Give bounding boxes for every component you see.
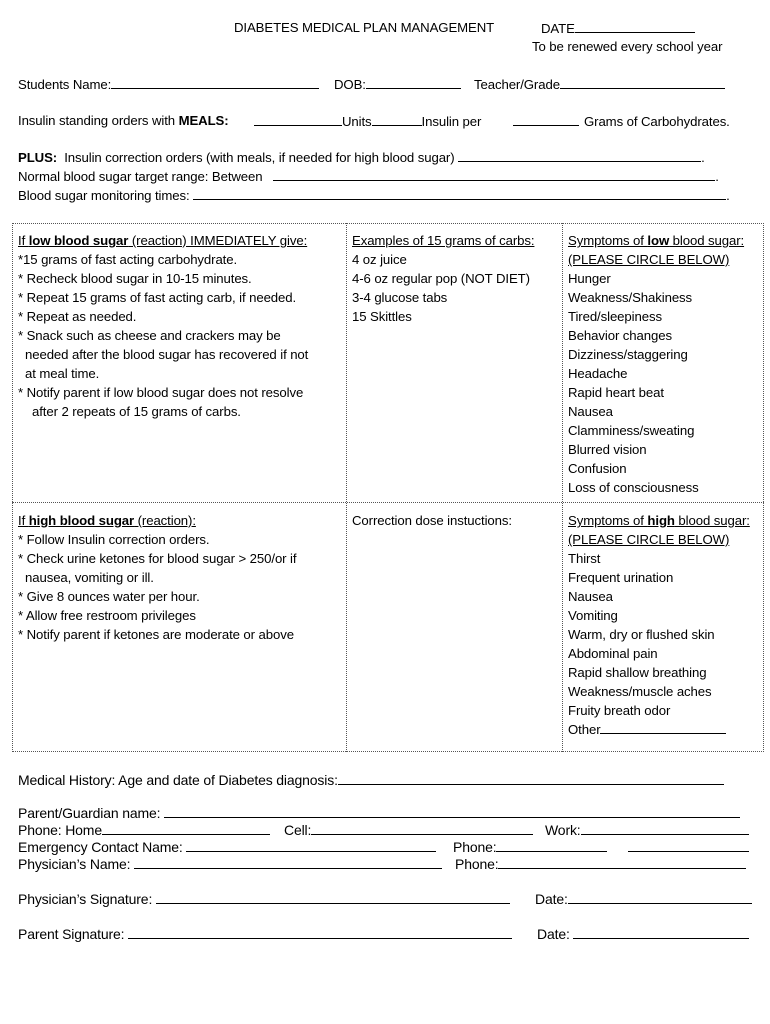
physician-date-field[interactable] — [535, 891, 752, 907]
phone-home-field[interactable] — [18, 822, 270, 838]
parent-date-field[interactable] — [537, 926, 749, 942]
units-label: Units — [342, 114, 372, 129]
low-symptom[interactable]: Rapid heart beat — [568, 385, 664, 400]
low-step: *15 grams of fast acting carbohydrate. — [18, 252, 238, 267]
guardian-name-input-line[interactable] — [164, 805, 740, 818]
renewal-note: To be renewed every school year — [532, 39, 723, 54]
high-symptom[interactable]: Frequent urination — [568, 570, 674, 585]
high-treatment-cell — [18, 511, 296, 644]
physician-signature-input-line[interactable] — [156, 891, 510, 904]
high-symptoms-heading: Symptoms of high blood sugar: — [568, 513, 750, 528]
high-step: * Give 8 ounces water per hour. — [18, 589, 200, 604]
high-step: nausea, vomiting or ill. — [25, 570, 154, 585]
work-input-line[interactable] — [581, 822, 749, 835]
target-range-row[interactable]: Normal blood sugar target range: Between . — [18, 169, 719, 184]
low-step: after 2 repeats of 15 grams of carbs. — [32, 404, 241, 419]
date-input-line[interactable] — [575, 20, 695, 33]
insulin-per-label: Insulin per — [421, 114, 482, 129]
low-treatment-cell — [18, 231, 308, 421]
low-symptom[interactable]: Loss of consciousness — [568, 480, 699, 495]
high-symptom-other[interactable]: Other — [568, 720, 750, 739]
grams-label: Grams of Carbohydrates. — [584, 114, 730, 129]
carb-example: 3-4 glucose tabs — [352, 290, 448, 305]
high-symptom[interactable]: Weakness/muscle aches — [568, 684, 712, 699]
low-symptom[interactable]: Headache — [568, 366, 628, 381]
other-symptom-input-line[interactable] — [600, 721, 726, 734]
monitoring-times-row[interactable]: Blood sugar monitoring times: . — [18, 188, 730, 203]
carb-example: 4-6 oz regular pop (NOT DIET) — [352, 271, 530, 286]
low-symptom[interactable]: Nausea — [568, 404, 613, 419]
physician-name-field[interactable] — [18, 856, 442, 872]
medical-history-input-line[interactable] — [338, 772, 724, 785]
high-symptom[interactable]: Rapid shallow breathing — [568, 665, 707, 680]
high-symptom[interactable]: Fruity breath odor — [568, 703, 671, 718]
correction-orders-label: Insulin correction orders (with meals, if needed for high blood sugar) — [64, 150, 455, 165]
table-divider-1 — [346, 223, 347, 752]
parent-date-input-line[interactable] — [573, 926, 749, 939]
parent-signature-label: Parent Signature: — [18, 926, 125, 942]
high-symptom[interactable]: Thirst — [568, 551, 601, 566]
form-title: DIABETES MEDICAL PLAN MANAGEMENT — [234, 20, 495, 35]
correction-orders-row[interactable]: PLUS: Insulin correction orders (with meals, if needed for high blood sugar) . — [18, 150, 705, 165]
dob-label: DOB: — [334, 77, 366, 92]
correction-dose-label: Correction dose instuctions: — [352, 513, 512, 528]
dob-field[interactable] — [334, 76, 461, 92]
units-field[interactable] — [254, 113, 481, 129]
meals-bold: MEALS: — [178, 113, 229, 128]
low-symptom[interactable]: Tired/sleepiness — [568, 309, 662, 324]
high-symptom[interactable]: Nausea — [568, 589, 613, 604]
grams-input-line[interactable] — [513, 113, 579, 126]
carb-examples-heading: Examples of 15 grams of carbs: — [352, 233, 535, 248]
low-symptom[interactable]: Dizziness/staggering — [568, 347, 688, 362]
low-symptom[interactable]: Blurred vision — [568, 442, 647, 457]
low-symptom[interactable]: Clamminess/sweating — [568, 423, 695, 438]
target-range-label: Normal blood sugar target range: Between — [18, 169, 263, 184]
grams-field[interactable] — [513, 113, 730, 129]
emergency-contact-field[interactable] — [18, 839, 436, 855]
work-label: Work: — [545, 822, 581, 838]
physician-name-input-line[interactable] — [134, 856, 442, 869]
emergency-phone-input-line[interactable] — [496, 839, 607, 852]
high-symptom[interactable]: Vomiting — [568, 608, 618, 623]
carb-example: 4 oz juice — [352, 252, 407, 267]
students-name-input-line[interactable] — [111, 76, 319, 89]
emergency-contact-input-line[interactable] — [186, 839, 436, 852]
date-label: DATE — [541, 21, 575, 36]
physician-phone-input-line[interactable] — [498, 856, 746, 869]
guardian-name-field[interactable] — [18, 805, 740, 821]
low-symptom[interactable]: Hunger — [568, 271, 611, 286]
dob-input-line[interactable] — [366, 76, 461, 89]
cell-phone-field[interactable] — [284, 822, 533, 838]
low-symptom[interactable]: Confusion — [568, 461, 627, 476]
carb-example: 15 Skittles — [352, 309, 412, 324]
high-step: * Check urine ketones for blood sugar > 250/or if — [18, 551, 297, 566]
insulin-per-input-line[interactable] — [372, 113, 422, 126]
emergency-phone-label: Phone: — [453, 839, 497, 855]
emergency-phone-field[interactable] — [453, 839, 607, 855]
low-step: * Repeat as needed. — [18, 309, 137, 324]
low-circle-note: (PLEASE CIRCLE BELOW) — [568, 252, 730, 267]
parent-signature-field[interactable] — [18, 926, 512, 942]
cell-input-line[interactable] — [311, 822, 533, 835]
guardian-name-label: Parent/Guardian name: — [18, 805, 161, 821]
target-range-input-line[interactable] — [273, 168, 715, 181]
cell-label: Cell: — [284, 822, 312, 838]
high-symptom[interactable]: Warm, dry or flushed skin — [568, 627, 715, 642]
date-field[interactable] — [541, 20, 695, 36]
parent-signature-input-line[interactable] — [128, 926, 512, 939]
low-step: * Snack such as cheese and crackers may be — [18, 328, 281, 343]
physician-phone-field[interactable] — [455, 856, 746, 872]
low-symptoms-cell — [568, 231, 744, 497]
teacher-grade-input-line[interactable] — [560, 76, 725, 89]
low-symptom[interactable]: Behavior changes — [568, 328, 672, 343]
high-step: * Allow free restroom privileges — [18, 608, 196, 623]
plus-bold: PLUS: — [18, 150, 58, 165]
phone-home-label: Phone: Home — [18, 822, 102, 838]
physician-signature-field[interactable] — [18, 891, 510, 907]
low-step: needed after the blood sugar has recovered if not — [25, 347, 309, 362]
low-step: at meal time. — [25, 366, 100, 381]
table-divider-2 — [562, 223, 563, 752]
physician-date-input-line[interactable] — [568, 891, 752, 904]
students-name-label: Students Name: — [18, 77, 112, 92]
medical-history-label: Medical History: Age and date of Diabetes diagnosis: — [18, 772, 338, 788]
insulin-meals-row — [18, 113, 229, 128]
low-treatment-heading: If low blood sugar (reaction) IMMEDIATELY give: — [18, 233, 308, 248]
correction-dose-cell[interactable] — [352, 511, 512, 530]
monitoring-times-input-line[interactable] — [193, 187, 726, 200]
insulin-meals-prefix: Insulin standing orders with — [18, 113, 179, 128]
physician-name-label: Physician’s Name: — [18, 856, 131, 872]
units-input-line[interactable] — [254, 113, 342, 126]
work-phone-field[interactable] — [545, 822, 749, 838]
correction-orders-input-line[interactable] — [458, 149, 701, 162]
emergency-phone-extra-input-line[interactable] — [628, 839, 749, 852]
physician-signature-label: Physician’s Signature: — [18, 891, 153, 907]
physician-phone-label: Phone: — [455, 856, 499, 872]
emergency-contact-label: Emergency Contact Name: — [18, 839, 183, 855]
teacher-grade-label: Teacher/Grade — [474, 77, 560, 92]
teacher-grade-field[interactable] — [474, 76, 725, 92]
high-symptoms-cell — [568, 511, 750, 739]
parent-date-label: Date: — [537, 926, 570, 942]
low-step: * Recheck blood sugar in 10-15 minutes. — [18, 271, 252, 286]
carb-examples-cell — [352, 231, 534, 326]
high-treatment-heading: If high blood sugar (reaction): — [18, 513, 196, 528]
medical-history-field[interactable] — [18, 772, 724, 788]
monitoring-times-label: Blood sugar monitoring times: — [18, 188, 190, 203]
high-step: * Follow Insulin correction orders. — [18, 532, 210, 547]
high-circle-note: (PLEASE CIRCLE BELOW) — [568, 532, 730, 547]
phone-home-input-line[interactable] — [102, 822, 270, 835]
table-divider-row — [12, 502, 764, 503]
emergency-phone-extra-field[interactable] — [628, 839, 749, 855]
low-step: * Repeat 15 grams of fast acting carb, if needed. — [18, 290, 297, 305]
high-step: * Notify parent if ketones are moderate or above — [18, 627, 294, 642]
high-symptom[interactable]: Abdominal pain — [568, 646, 658, 661]
physician-date-label: Date: — [535, 891, 568, 907]
low-step: * Notify parent if low blood sugar does not resolve — [18, 385, 304, 400]
students-name-field[interactable] — [18, 76, 319, 92]
low-symptoms-heading: Symptoms of low blood sugar: — [568, 233, 745, 248]
low-symptom[interactable]: Weakness/Shakiness — [568, 290, 693, 305]
